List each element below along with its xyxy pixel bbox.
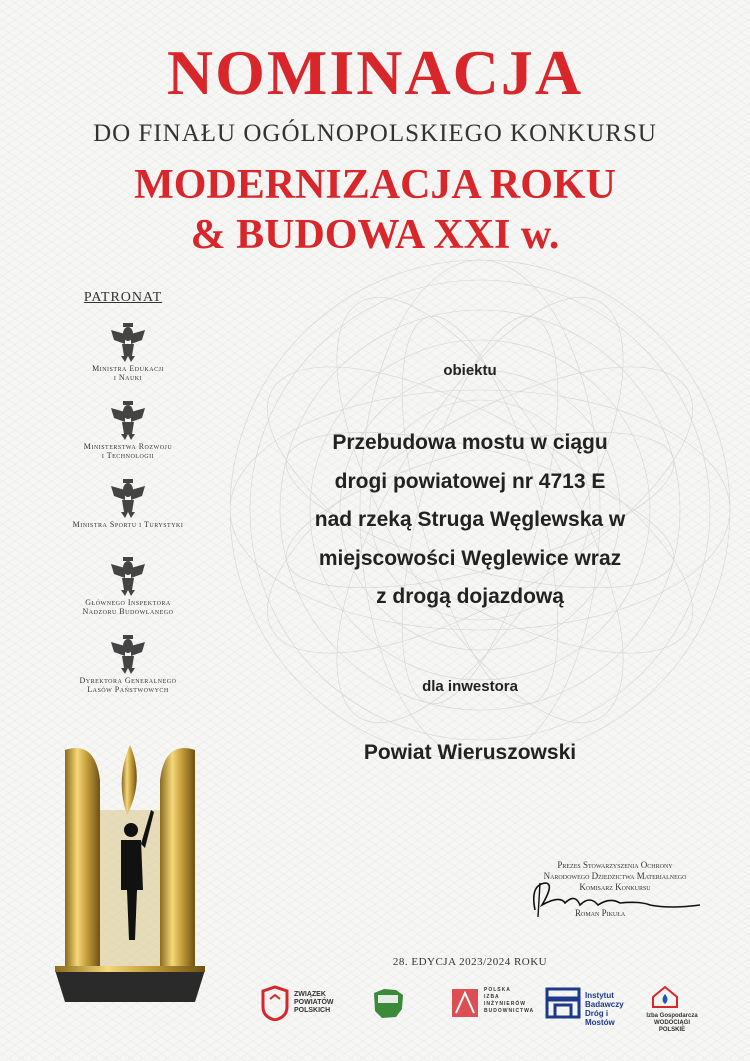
- patron-item: [48, 554, 208, 632]
- patron-item: [48, 632, 208, 710]
- investor-name: Powiat Wieruszowski: [363, 741, 577, 764]
- project-line: drogi powiatowej nr 4713 E: [334, 469, 606, 493]
- ibdim-logo: Instytut Badawczy Dróg i Mostów: [545, 985, 581, 1026]
- signatory-title-3: Komisarz Konkursu: [579, 882, 651, 892]
- poland-map-icon: [370, 985, 406, 1021]
- polish-eagle-icon: [107, 320, 149, 364]
- project-description: [250, 424, 690, 617]
- igwp-logo: Izba Gospodarcza WODOCIĄGI POLSKIE: [650, 985, 680, 1016]
- signatory-name: Roman Pikuła: [575, 908, 626, 918]
- project-line: nad rzeką Struga Węglewska w: [314, 508, 626, 531]
- green-map-logo: [370, 985, 406, 1026]
- zpp-logo-mark: [260, 985, 290, 1021]
- trophy-image: [55, 740, 205, 1010]
- contest-name-line1: MODERNIZACJA ROKU: [134, 162, 616, 208]
- patron-item: [48, 476, 208, 554]
- patron-name: Głównego Inspektora: [85, 598, 171, 607]
- polish-eagle-icon: [107, 476, 149, 520]
- patronage-panel: [48, 290, 208, 710]
- edition-label: 28. EDYCJA 2023/2024 ROKU: [392, 956, 548, 968]
- patron-name-2: Lasów Państwowych: [87, 685, 169, 694]
- project-line: Przebudowa mostu w ciągu: [332, 431, 608, 454]
- polish-eagle-icon: [107, 632, 149, 676]
- polish-eagle-icon: [107, 554, 149, 598]
- object-label: obiektu: [443, 362, 497, 379]
- contest-name-line2: & BUDOWA XXI w.: [190, 212, 560, 258]
- patron-name: Dyrektora Generalnego: [79, 676, 177, 685]
- patronage-heading: PATRONAT: [83, 290, 163, 305]
- project-line: miejscowości Węglewice wraz: [318, 546, 622, 570]
- investor-label: dla inwestora: [422, 678, 518, 695]
- signatory-title: Prezes Stowarzyszenia Ochrony: [557, 860, 673, 870]
- certificate-title: NOMINACJA: [166, 37, 584, 108]
- signatory-title-2: Narodowego Dziedzictwa Materialnego: [543, 871, 687, 881]
- patron-item: [48, 320, 208, 398]
- polska-izba-logo: POLSKA IZBA INŻYNIERÓW BUDOWNICTWA: [450, 985, 480, 1026]
- partner-logos: [250, 985, 730, 1035]
- patron-name: Ministra Sportu i Turystyki: [72, 520, 184, 529]
- patron-name-2: Nadzoru Budowlanego: [82, 607, 174, 616]
- polish-eagle-icon: [107, 398, 149, 442]
- certificate-subtitle: DO FINAŁU OGÓLNOPOLSKIEGO KONKURSU: [93, 120, 657, 147]
- patron-item: [48, 398, 208, 476]
- izba-logo-mark: [450, 985, 480, 1021]
- water-drop-icon: [650, 985, 680, 1011]
- patron-name: Ministra Edukacji: [92, 364, 164, 373]
- patron-name: Ministerstwa Rozwoju: [83, 442, 173, 451]
- patron-name-2: i Nauki: [113, 373, 143, 382]
- project-line: z drogą dojazdową: [376, 585, 564, 608]
- patron-name-2: i Technologii: [101, 451, 155, 460]
- zpp-logo: ZWIĄZEK POWIATÓW POLSKICH: [260, 985, 290, 1026]
- ibdim-logo-mark: [545, 985, 581, 1021]
